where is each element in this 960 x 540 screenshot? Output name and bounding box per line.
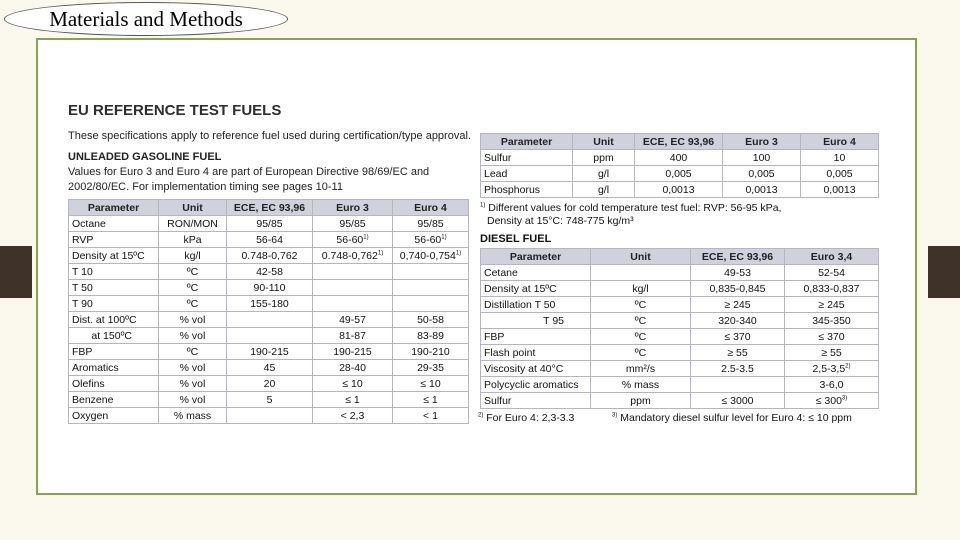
value-text: 56-60 bbox=[414, 233, 442, 246]
value-cell bbox=[227, 312, 313, 328]
param-cell: FBP bbox=[481, 329, 591, 345]
value-cell: 20 bbox=[227, 376, 313, 392]
value-cell: < 1 bbox=[393, 408, 469, 424]
footnote-1-line-2: Density at 15°C: 748-775 kg/m³ bbox=[487, 215, 634, 227]
value-cell bbox=[393, 296, 469, 312]
table-row bbox=[481, 393, 879, 409]
header-cell: Unit bbox=[573, 134, 635, 150]
header-cell: Euro 3 bbox=[313, 200, 393, 216]
value-cell: 52-54 bbox=[785, 265, 879, 281]
header-cell: Parameter bbox=[481, 249, 591, 265]
right-edge-bar bbox=[928, 246, 960, 298]
value-cell: 0.748-0,762 bbox=[227, 248, 313, 264]
unit-cell: ºC bbox=[591, 297, 691, 313]
footnote-text: Mandatory diesel sulfur level for Euro 4: ≤ 10 ppm bbox=[620, 412, 852, 424]
param-cell: FBP bbox=[69, 344, 159, 360]
table-row bbox=[69, 328, 469, 344]
param-cell: Dist. at 100ºC bbox=[69, 312, 159, 328]
header-cell: Euro 3 bbox=[723, 134, 801, 150]
value-cell: 190-215 bbox=[313, 344, 393, 360]
footnote-3 bbox=[612, 412, 852, 425]
value-cell bbox=[393, 280, 469, 296]
header-cell: Euro 4 bbox=[801, 134, 879, 150]
value-cell: 10 bbox=[801, 150, 879, 166]
footnote-mark: 1) bbox=[441, 234, 447, 240]
value-cell bbox=[691, 377, 785, 393]
table-row bbox=[69, 216, 469, 232]
table-row bbox=[69, 232, 469, 248]
unit-cell: % vol bbox=[159, 360, 227, 376]
value-cell: 28-40 bbox=[313, 360, 393, 376]
unit-cell: ºC bbox=[159, 296, 227, 312]
value-cell: 95/85 bbox=[393, 216, 469, 232]
value-cell bbox=[313, 248, 393, 264]
value-cell: 2.5-3.5 bbox=[691, 361, 785, 377]
unit-cell: % vol bbox=[159, 392, 227, 408]
unit-cell: ºC bbox=[159, 280, 227, 296]
value-cell: 190-215 bbox=[227, 344, 313, 360]
table-row bbox=[481, 166, 879, 182]
param-cell: Density at 15ºC bbox=[69, 248, 159, 264]
footnote-mark: 3) bbox=[841, 395, 848, 401]
gasoline-table bbox=[68, 199, 469, 424]
diesel-header-row bbox=[481, 249, 879, 265]
param-cell: T 95 bbox=[481, 313, 591, 329]
value-cell: 95/85 bbox=[227, 216, 313, 232]
value-cell: ≥ 245 bbox=[785, 297, 879, 313]
value-cell bbox=[313, 280, 393, 296]
value-cell: ≤ 1 bbox=[313, 392, 393, 408]
param-cell: Distillation T 50 bbox=[481, 297, 591, 313]
unit-cell: g/l bbox=[573, 182, 635, 198]
footnote-mark: 3) bbox=[612, 412, 618, 419]
value-cell: 0,005 bbox=[723, 166, 801, 182]
footnote-mark: 2) bbox=[845, 363, 851, 369]
value-cell bbox=[227, 328, 313, 344]
header-cell: Euro 3,4 bbox=[785, 249, 879, 265]
table-row bbox=[481, 297, 879, 313]
value-text: ≤ 300 bbox=[815, 394, 842, 407]
unit-cell: g/l bbox=[573, 166, 635, 182]
param-cell: Flash point bbox=[481, 345, 591, 361]
value-cell bbox=[313, 296, 393, 312]
value-cell: 95/85 bbox=[313, 216, 393, 232]
slide-title: Materials and Methods bbox=[4, 2, 288, 36]
value-cell: 42-58 bbox=[227, 264, 313, 280]
param-cell: RVP bbox=[69, 232, 159, 248]
unit-cell: mm²/s bbox=[591, 361, 691, 377]
footnote-mark: 1) bbox=[363, 234, 369, 240]
param-cell: T 50 bbox=[69, 280, 159, 296]
value-cell: 155-180 bbox=[227, 296, 313, 312]
footnote-mark: 1) bbox=[480, 202, 486, 209]
footnote-mark: 1) bbox=[455, 250, 462, 256]
table-row bbox=[481, 313, 879, 329]
param-cell: Olefins bbox=[69, 376, 159, 392]
value-cell: 90-110 bbox=[227, 280, 313, 296]
param-cell: T 10 bbox=[69, 264, 159, 280]
value-cell: ≤ 1 bbox=[393, 392, 469, 408]
param-cell: at 150ºC bbox=[69, 328, 159, 344]
value-cell: ≤ 10 bbox=[313, 376, 393, 392]
value-cell bbox=[313, 264, 393, 280]
table-row bbox=[481, 265, 879, 281]
left-edge-bar bbox=[0, 246, 32, 298]
value-cell: 0,833-0,837 bbox=[785, 281, 879, 297]
value-cell bbox=[393, 264, 469, 280]
unit-cell: % mass bbox=[159, 408, 227, 424]
param-cell: Phosphorus bbox=[481, 182, 573, 198]
param-cell: Benzene bbox=[69, 392, 159, 408]
table-row bbox=[481, 150, 879, 166]
value-cell: 50-58 bbox=[393, 312, 469, 328]
diesel-table bbox=[480, 248, 879, 409]
value-cell: 320-340 bbox=[691, 313, 785, 329]
param-cell: T 90 bbox=[69, 296, 159, 312]
unit-cell: % vol bbox=[159, 312, 227, 328]
footnote-text: For Euro 4: 2,3-3.3 bbox=[486, 412, 575, 424]
header-cell: Unit bbox=[159, 200, 227, 216]
header-cell: Parameter bbox=[69, 200, 159, 216]
footnote-text: Different values for cold temperature test fuel: RVP: 56-95 kPa, bbox=[488, 202, 782, 214]
value-cell: 0,005 bbox=[635, 166, 723, 182]
value-cell: 29-35 bbox=[393, 360, 469, 376]
table-row bbox=[69, 264, 469, 280]
unit-cell: % mass bbox=[591, 377, 691, 393]
table-row bbox=[481, 345, 879, 361]
sulfur-header-row bbox=[481, 134, 879, 150]
footnote-1 bbox=[480, 202, 781, 215]
value-cell: 0,0013 bbox=[801, 182, 879, 198]
unit-cell: kPa bbox=[159, 232, 227, 248]
value-cell: 0,835-0,845 bbox=[691, 281, 785, 297]
param-cell: Octane bbox=[69, 216, 159, 232]
gasoline-note-line-2: 2002/80/EC. For implementation timing see pages 10-11 bbox=[68, 181, 343, 193]
param-cell: Lead bbox=[481, 166, 573, 182]
header-cell: Unit bbox=[591, 249, 691, 265]
value-text: 0,740-0,754 bbox=[399, 249, 456, 262]
value-cell bbox=[393, 232, 469, 248]
unit-cell: ºC bbox=[591, 329, 691, 345]
footnote-mark: 1) bbox=[377, 250, 384, 256]
unit-cell: kg/l bbox=[591, 281, 691, 297]
value-cell: 49-53 bbox=[691, 265, 785, 281]
header-cell: ECE, EC 93,96 bbox=[691, 249, 785, 265]
value-cell: 81-87 bbox=[313, 328, 393, 344]
value-cell bbox=[785, 393, 879, 409]
value-cell bbox=[313, 232, 393, 248]
diesel-heading: DIESEL FUEL bbox=[480, 233, 552, 245]
table-row bbox=[69, 312, 469, 328]
value-text: 56-60 bbox=[336, 233, 364, 246]
unit-cell: % vol bbox=[159, 376, 227, 392]
table-row bbox=[69, 392, 469, 408]
unit-cell: kg/l bbox=[159, 248, 227, 264]
unit-cell: ºC bbox=[159, 264, 227, 280]
value-cell: 0,005 bbox=[801, 166, 879, 182]
sulfur-lead-table bbox=[480, 133, 879, 198]
value-cell: < 2,3 bbox=[313, 408, 393, 424]
unit-cell bbox=[591, 265, 691, 281]
gasoline-note-line-1: Values for Euro 3 and Euro 4 are part of European Directive 98/69/EC and bbox=[68, 166, 430, 178]
gasoline-header-row bbox=[69, 200, 469, 216]
param-cell: Polycyclic aromatics bbox=[481, 377, 591, 393]
value-cell: 56-64 bbox=[227, 232, 313, 248]
gasoline-heading: UNLEADED GASOLINE FUEL bbox=[68, 151, 222, 163]
header-cell: ECE, EC 93,96 bbox=[227, 200, 313, 216]
value-cell: 345-350 bbox=[785, 313, 879, 329]
table-row bbox=[481, 281, 879, 297]
value-cell: ≤ 370 bbox=[691, 329, 785, 345]
header-cell: ECE, EC 93,96 bbox=[635, 134, 723, 150]
value-cell: 400 bbox=[635, 150, 723, 166]
param-cell: Viscosity at 40°C bbox=[481, 361, 591, 377]
value-cell bbox=[393, 248, 469, 264]
value-cell: 0,0013 bbox=[635, 182, 723, 198]
table-row bbox=[481, 329, 879, 345]
param-cell: Aromatics bbox=[69, 360, 159, 376]
table-row bbox=[69, 360, 469, 376]
table-row bbox=[69, 296, 469, 312]
value-cell: 190-210 bbox=[393, 344, 469, 360]
table-row bbox=[481, 361, 879, 377]
param-cell: Oxygen bbox=[69, 408, 159, 424]
unit-cell: % vol bbox=[159, 328, 227, 344]
table-row bbox=[69, 376, 469, 392]
value-cell: ≥ 55 bbox=[691, 345, 785, 361]
value-cell bbox=[227, 408, 313, 424]
doc-title: EU REFERENCE TEST FUELS bbox=[68, 102, 282, 119]
value-cell: 5 bbox=[227, 392, 313, 408]
unit-cell: ºC bbox=[159, 344, 227, 360]
param-cell: Cetane bbox=[481, 265, 591, 281]
table-row bbox=[69, 344, 469, 360]
unit-cell: ºC bbox=[591, 345, 691, 361]
table-row bbox=[69, 280, 469, 296]
value-cell: ≤ 10 bbox=[393, 376, 469, 392]
param-cell: Density at 15ºC bbox=[481, 281, 591, 297]
value-cell: ≤ 3000 bbox=[691, 393, 785, 409]
intro-text: These specifications apply to reference fuel used during certification/type approval. bbox=[68, 130, 471, 142]
unit-cell: ppm bbox=[591, 393, 691, 409]
table-row bbox=[69, 408, 469, 424]
unit-cell: ppm bbox=[573, 150, 635, 166]
param-cell: Sulfur bbox=[481, 150, 573, 166]
value-cell: 45 bbox=[227, 360, 313, 376]
value-cell: ≥ 245 bbox=[691, 297, 785, 313]
value-cell: 0,0013 bbox=[723, 182, 801, 198]
value-cell bbox=[785, 361, 879, 377]
unit-cell: RON/MON bbox=[159, 216, 227, 232]
footnote-mark: 2) bbox=[478, 412, 484, 419]
unit-cell: ºC bbox=[591, 313, 691, 329]
value-cell: 100 bbox=[723, 150, 801, 166]
header-cell: Parameter bbox=[481, 134, 573, 150]
table-row bbox=[69, 248, 469, 264]
footnote-2 bbox=[478, 412, 574, 425]
header-cell: Euro 4 bbox=[393, 200, 469, 216]
value-text: 0.748-0,762 bbox=[321, 249, 378, 262]
value-cell: 49-57 bbox=[313, 312, 393, 328]
table-row bbox=[481, 182, 879, 198]
value-cell: 83-89 bbox=[393, 328, 469, 344]
value-cell: 3-6,0 bbox=[785, 377, 879, 393]
value-cell: ≥ 55 bbox=[785, 345, 879, 361]
value-cell: ≤ 370 bbox=[785, 329, 879, 345]
value-text: 2,5-3,5 bbox=[812, 362, 846, 375]
param-cell: Sulfur bbox=[481, 393, 591, 409]
table-row bbox=[481, 377, 879, 393]
